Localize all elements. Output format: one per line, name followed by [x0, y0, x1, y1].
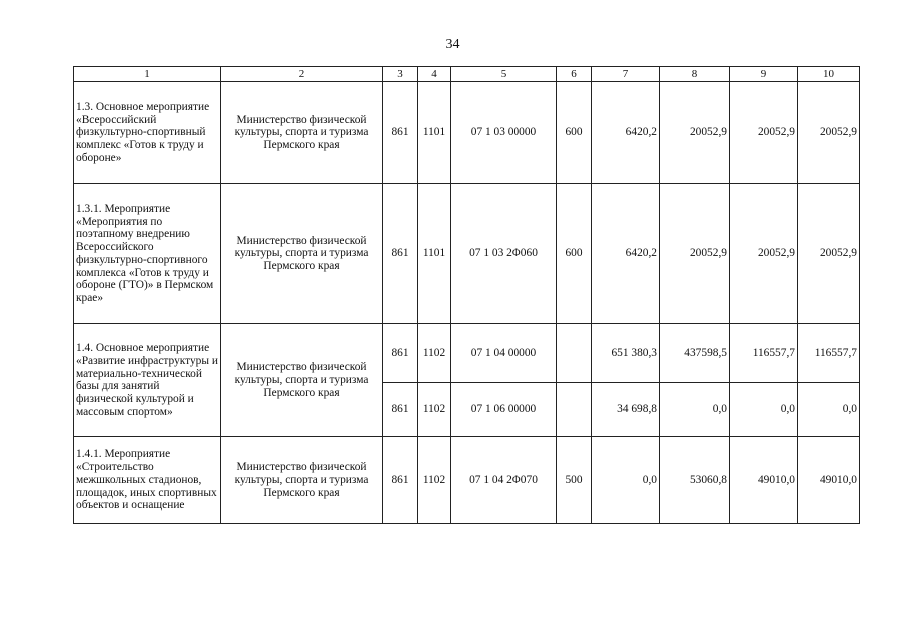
column-header: 5	[451, 67, 557, 82]
amount-cell: 6420,2	[592, 82, 660, 184]
activity-name: 1.3. Основное мероприятие «Всероссийский физкультурно-спортивный комплекс «Готов к труду и обороне»	[74, 82, 221, 184]
amount-cell: 6420,2	[592, 184, 660, 324]
ministry-name: Министерство физической культуры, спорта и туризма Пермского края	[221, 82, 383, 184]
code-cell: 861	[383, 324, 418, 383]
amount-cell: 651 380,3	[592, 324, 660, 383]
amount-cell: 0,0	[730, 383, 798, 437]
section-cell: 1102	[418, 383, 451, 437]
amount-cell: 20052,9	[660, 82, 730, 184]
amount-cell: 20052,9	[798, 82, 860, 184]
section-cell: 1102	[418, 437, 451, 524]
expense-kind-cell: 600	[557, 184, 592, 324]
amount-cell: 0,0	[592, 437, 660, 524]
column-header: 8	[660, 67, 730, 82]
table-row	[74, 324, 860, 383]
page-number: 34	[445, 37, 460, 52]
target-article-cell: 07 1 04 2Ф070	[451, 437, 557, 524]
expense-kind-cell	[557, 324, 592, 383]
amount-cell: 116557,7	[798, 324, 860, 383]
column-header: 10	[798, 67, 860, 82]
column-header: 9	[730, 67, 798, 82]
column-header: 2	[221, 67, 383, 82]
expense-kind-cell: 500	[557, 437, 592, 524]
amount-cell: 53060,8	[660, 437, 730, 524]
column-header: 7	[592, 67, 660, 82]
code-cell: 861	[383, 437, 418, 524]
target-article-cell: 07 1 04 00000	[451, 324, 557, 383]
table-row	[74, 437, 860, 524]
column-header: 3	[383, 67, 418, 82]
amount-cell: 116557,7	[730, 324, 798, 383]
amount-cell: 0,0	[660, 383, 730, 437]
amount-cell: 20052,9	[660, 184, 730, 324]
code-cell: 861	[383, 82, 418, 184]
amount-cell: 20052,9	[730, 184, 798, 324]
budget-table	[73, 66, 860, 524]
expense-kind-cell: 600	[557, 82, 592, 184]
ministry-name: Министерство физической культуры, спорта и туризма Пермского края	[221, 184, 383, 324]
column-header: 1	[74, 67, 221, 82]
code-cell: 861	[383, 184, 418, 324]
ministry-name: Министерство физической культуры, спорта и туризма Пермского края	[221, 437, 383, 524]
amount-cell: 20052,9	[798, 184, 860, 324]
amount-cell: 437598,5	[660, 324, 730, 383]
column-number-row	[74, 67, 860, 82]
amount-cell: 20052,9	[730, 82, 798, 184]
ministry-name: Министерство физической культуры, спорта и туризма Пермского края	[221, 324, 383, 437]
column-header: 4	[418, 67, 451, 82]
expense-kind-cell	[557, 383, 592, 437]
target-article-cell: 07 1 03 2Ф060	[451, 184, 557, 324]
section-cell: 1101	[418, 82, 451, 184]
activity-name: 1.4. Основное мероприятие «Развитие инфраструктуры и материально-технической базы для занятий физической культурой и массовым спортом»	[74, 324, 221, 437]
table-row	[74, 184, 860, 324]
amount-cell: 0,0	[798, 383, 860, 437]
code-cell: 861	[383, 383, 418, 437]
section-cell: 1102	[418, 324, 451, 383]
section-cell: 1101	[418, 184, 451, 324]
target-article-cell: 07 1 06 00000	[451, 383, 557, 437]
column-header: 6	[557, 67, 592, 82]
table-row	[74, 82, 860, 184]
amount-cell: 34 698,8	[592, 383, 660, 437]
target-article-cell: 07 1 03 00000	[451, 82, 557, 184]
amount-cell: 49010,0	[730, 437, 798, 524]
amount-cell: 49010,0	[798, 437, 860, 524]
activity-name: 1.3.1. Мероприятие «Мероприятия по поэтапному внедрению Всероссийского физкультурно-спортивного комплекса «Готов к труду и обороне (ГТО)» в Пермском крае»	[74, 184, 221, 324]
activity-name: 1.4.1. Мероприятие «Строительство межшкольных стадионов, площадок, иных спортивных объектов и оснащение	[74, 437, 221, 524]
